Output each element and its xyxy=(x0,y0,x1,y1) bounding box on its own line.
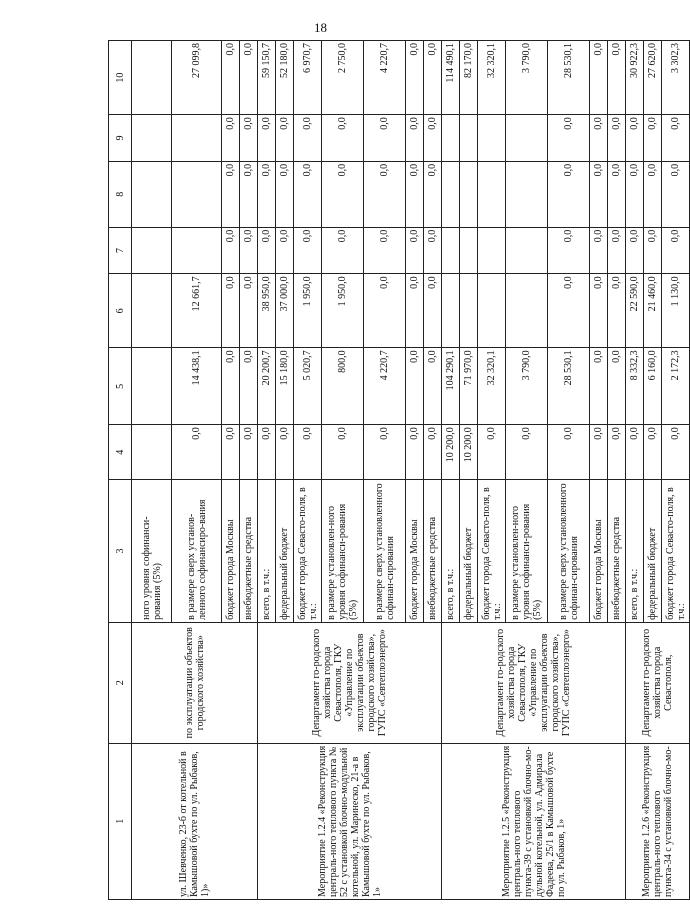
value-cell: 0,0 xyxy=(406,348,424,425)
value-cell: 0,0 xyxy=(590,348,608,425)
value-cell: 0,0 xyxy=(294,227,322,274)
value-cell: 0,0 xyxy=(258,115,276,162)
value-cell: 0,0 xyxy=(258,425,276,480)
value-cell: 0,0 xyxy=(608,115,626,162)
value-cell: 0,0 xyxy=(222,425,240,480)
executor-cell: Департамент го-родского хозяйства города Севастополя, ГКУ «Управление по эксплуатации объектов городского хозяйства», ГУПС «Севтеплоэнерго» xyxy=(258,622,442,743)
column-header: 7 xyxy=(109,227,132,274)
value-cell: 6 160,0 xyxy=(644,348,662,425)
table-body xyxy=(132,41,690,900)
value-cell xyxy=(478,161,506,227)
column-header: 6 xyxy=(109,274,132,348)
table-row xyxy=(442,41,460,900)
value-cell: 32 320,1 xyxy=(478,348,506,425)
value-cell: 0,0 xyxy=(608,41,626,115)
funding-source-cell: внебюджетные средства xyxy=(608,480,626,623)
funding-source-cell: в размере сверх установленного софинан-сирования xyxy=(364,480,406,623)
event-cell: Мероприятие 1.2.4 «Реконструкция централь-ного теплового пункта № 52 с установкой блочно-модульной котельной, ул. Маринеско, 21-а в Камышовой бухте по ул. Рыбаков, 1» xyxy=(258,743,442,899)
funding-source-cell: всего, в т.ч.: xyxy=(442,480,460,623)
value-cell: 1 950,0 xyxy=(322,274,364,348)
funding-source-cell: внебюджетные средства xyxy=(424,480,442,623)
value-cell xyxy=(132,348,172,425)
value-cell xyxy=(478,115,506,162)
value-cell: 30 922,3 xyxy=(626,41,644,115)
value-cell: 0,0 xyxy=(222,41,240,115)
value-cell: 0,0 xyxy=(662,425,690,480)
column-header: 1 xyxy=(109,743,132,899)
funding-source-cell: бюджет города Севасто-поля, в т.ч.: xyxy=(294,480,322,623)
value-cell: 0,0 xyxy=(626,227,644,274)
value-cell: 0,0 xyxy=(662,115,690,162)
value-cell: 59 150,7 xyxy=(258,41,276,115)
value-cell xyxy=(132,274,172,348)
value-cell: 0,0 xyxy=(548,227,590,274)
value-cell xyxy=(506,274,548,348)
value-cell: 0,0 xyxy=(322,161,364,227)
funding-source-cell: всего, в т.ч.: xyxy=(626,480,644,623)
column-header: 4 xyxy=(109,425,132,480)
value-cell: 0,0 xyxy=(626,425,644,480)
value-cell: 0,0 xyxy=(506,425,548,480)
value-cell: 0,0 xyxy=(240,115,258,162)
value-cell: 0,0 xyxy=(294,161,322,227)
value-cell: 0,0 xyxy=(608,274,626,348)
table-row xyxy=(258,41,276,900)
event-cell: Мероприятие 1.2.6 «Реконструкция централь-ного теплового пункта-34 с установкой блочно-мо- xyxy=(626,743,690,899)
value-cell: 0,0 xyxy=(548,274,590,348)
value-cell: 27 620,0 xyxy=(644,41,662,115)
column-header: 3 xyxy=(109,480,132,623)
value-cell xyxy=(172,115,222,162)
value-cell: 0,0 xyxy=(590,227,608,274)
funding-source-cell: федеральный бюджет xyxy=(276,480,294,623)
executor-cell: по эксплуатации объектов городского хозяйства» xyxy=(132,622,258,743)
value-cell: 2 750,0 xyxy=(322,41,364,115)
event-cell: Мероприятие 1.2.5 «Реконструкция централь-ного теплового пункта-39 с установкой блочно-мо-дульной котельной, ул. Адмирала Фадеева, 25/1 в Камышовой бухте по ул. Рыбаков, 1» xyxy=(442,743,626,899)
column-header: 2 xyxy=(109,622,132,743)
value-cell: 0,0 xyxy=(424,227,442,274)
funding-source-cell: в размере сверх установленного софинан-сирования xyxy=(548,480,590,623)
value-cell: 0,0 xyxy=(590,115,608,162)
funding-source-cell: бюджет города Москвы xyxy=(590,480,608,623)
funding-source-cell: в размере установлен-ного уровня софинанси-рования (5%) xyxy=(322,480,364,623)
executor-cell: Департамент го-родского хозяйства города Севастополя, xyxy=(626,622,690,743)
value-cell xyxy=(478,227,506,274)
value-cell: 0,0 xyxy=(424,115,442,162)
value-cell: 0,0 xyxy=(172,425,222,480)
value-cell: 0,0 xyxy=(240,425,258,480)
value-cell xyxy=(478,274,506,348)
value-cell: 0,0 xyxy=(222,161,240,227)
value-cell: 1 130,0 xyxy=(662,274,690,348)
value-cell: 28 530,1 xyxy=(548,348,590,425)
value-cell: 0,0 xyxy=(662,161,690,227)
value-cell: 0,0 xyxy=(406,274,424,348)
value-cell: 0,0 xyxy=(424,41,442,115)
value-cell: 104 290,1 xyxy=(442,348,460,425)
value-cell: 0,0 xyxy=(590,161,608,227)
value-cell: 0,0 xyxy=(608,425,626,480)
value-cell: 0,0 xyxy=(364,227,406,274)
value-cell: 12 661,7 xyxy=(172,274,222,348)
value-cell: 0,0 xyxy=(294,115,322,162)
value-cell: 0,0 xyxy=(240,227,258,274)
value-cell: 0,0 xyxy=(276,425,294,480)
value-cell: 0,0 xyxy=(240,161,258,227)
value-cell: 0,0 xyxy=(590,274,608,348)
value-cell xyxy=(506,161,548,227)
value-cell: 0,0 xyxy=(608,348,626,425)
value-cell xyxy=(460,227,478,274)
value-cell: 0,0 xyxy=(590,425,608,480)
value-cell xyxy=(506,115,548,162)
value-cell: 21 460,0 xyxy=(644,274,662,348)
column-header: 10 xyxy=(109,41,132,115)
value-cell: 14 438,1 xyxy=(172,348,222,425)
rotated-page-area xyxy=(108,40,687,900)
value-cell xyxy=(132,161,172,227)
value-cell: 0,0 xyxy=(322,115,364,162)
value-cell xyxy=(172,161,222,227)
table-row xyxy=(626,41,644,900)
value-cell: 3 790,0 xyxy=(506,41,548,115)
value-cell: 0,0 xyxy=(406,115,424,162)
value-cell: 0,0 xyxy=(608,227,626,274)
value-cell: 0,0 xyxy=(322,227,364,274)
value-cell: 0,0 xyxy=(276,161,294,227)
value-cell: 27 099,8 xyxy=(172,41,222,115)
value-cell: 0,0 xyxy=(644,161,662,227)
funding-source-cell: бюджет города Москвы xyxy=(222,480,240,623)
value-cell: 800,0 xyxy=(322,348,364,425)
value-cell: 0,0 xyxy=(548,115,590,162)
value-cell: 2 172,3 xyxy=(662,348,690,425)
value-cell: 0,0 xyxy=(222,115,240,162)
value-cell: 4 220,7 xyxy=(364,348,406,425)
value-cell xyxy=(172,227,222,274)
value-cell: 52 180,0 xyxy=(276,41,294,115)
value-cell: 0,0 xyxy=(258,161,276,227)
value-cell: 0,0 xyxy=(644,425,662,480)
funding-source-cell: внебюджетные средства xyxy=(240,480,258,623)
value-cell: 0,0 xyxy=(424,348,442,425)
value-cell: 0,0 xyxy=(258,227,276,274)
funding-source-cell: бюджет города Севасто-поля, в т.ч.: xyxy=(478,480,506,623)
value-cell xyxy=(442,274,460,348)
value-cell: 0,0 xyxy=(240,41,258,115)
funding-source-cell: федеральный бюджет xyxy=(460,480,478,623)
value-cell: 37 000,0 xyxy=(276,274,294,348)
value-cell xyxy=(132,41,172,115)
value-cell: 22 590,0 xyxy=(626,274,644,348)
value-cell: 0,0 xyxy=(626,161,644,227)
value-cell: 0,0 xyxy=(294,425,322,480)
value-cell: 0,0 xyxy=(222,348,240,425)
header-row xyxy=(109,41,132,900)
funding-source-cell: бюджет города Севасто-поля, в т.ч.: xyxy=(662,480,690,623)
value-cell: 0,0 xyxy=(322,425,364,480)
value-cell xyxy=(460,161,478,227)
funding-source-cell: бюджет города Москвы xyxy=(406,480,424,623)
value-cell: 0,0 xyxy=(548,425,590,480)
value-cell: 0,0 xyxy=(424,161,442,227)
value-cell: 0,0 xyxy=(548,161,590,227)
value-cell: 3 302,3 xyxy=(662,41,690,115)
value-cell: 0,0 xyxy=(364,161,406,227)
value-cell: 0,0 xyxy=(608,161,626,227)
value-cell xyxy=(132,115,172,162)
value-cell: 4 220,7 xyxy=(364,41,406,115)
value-cell: 0,0 xyxy=(364,274,406,348)
value-cell: 82 170,0 xyxy=(460,41,478,115)
value-cell xyxy=(442,115,460,162)
value-cell xyxy=(506,227,548,274)
funding-source-cell: федеральный бюджет xyxy=(644,480,662,623)
value-cell: 0,0 xyxy=(406,161,424,227)
value-cell: 0,0 xyxy=(276,227,294,274)
value-cell: 114 490,1 xyxy=(442,41,460,115)
value-cell: 0,0 xyxy=(276,115,294,162)
value-cell xyxy=(442,227,460,274)
page-number: 18 xyxy=(314,20,327,35)
table-row xyxy=(132,41,172,900)
funding-source-cell: в размере установлен-ного уровня софинанси-рования (5%) xyxy=(506,480,548,623)
value-cell: 8 332,3 xyxy=(626,348,644,425)
value-cell: 10 200,0 xyxy=(442,425,460,480)
value-cell: 0,0 xyxy=(626,115,644,162)
column-header: 8 xyxy=(109,161,132,227)
table-header xyxy=(109,41,132,900)
value-cell: 0,0 xyxy=(424,274,442,348)
value-cell: 0,0 xyxy=(240,274,258,348)
value-cell: 0,0 xyxy=(644,115,662,162)
value-cell: 3 790,0 xyxy=(506,348,548,425)
rotated-table-container xyxy=(108,40,687,900)
column-header: 9 xyxy=(109,115,132,162)
funding-source-cell: в размере сверх установ-ленного софинансиро-вания xyxy=(172,480,222,623)
value-cell: 20 200,7 xyxy=(258,348,276,425)
value-cell xyxy=(442,161,460,227)
value-cell: 0,0 xyxy=(406,41,424,115)
funding-source-cell: ного уровня софинанси-рования (5%) xyxy=(132,480,172,623)
value-cell: 32 320,1 xyxy=(478,41,506,115)
value-cell xyxy=(460,274,478,348)
value-cell: 0,0 xyxy=(222,227,240,274)
value-cell: 0,0 xyxy=(644,227,662,274)
value-cell: 0,0 xyxy=(406,227,424,274)
value-cell: 0,0 xyxy=(590,41,608,115)
executor-cell: Департамент го-родского хозяйства города Севастополя, ГКУ «Управление по эксплуатации объектов городского хозяйства», ГУПС «Севтеплоэнерго» xyxy=(442,622,626,743)
value-cell: 1 950,0 xyxy=(294,274,322,348)
funding-table xyxy=(108,40,690,900)
event-cell: ул. Шевченко, 23-б от котельной в Камышовой бухте по ул. Рыбаков, 1)» xyxy=(132,743,258,899)
value-cell xyxy=(132,425,172,480)
value-cell: 38 950,0 xyxy=(258,274,276,348)
value-cell: 0,0 xyxy=(424,425,442,480)
value-cell: 0,0 xyxy=(364,115,406,162)
value-cell: 71 970,0 xyxy=(460,348,478,425)
value-cell: 0,0 xyxy=(222,274,240,348)
value-cell xyxy=(132,227,172,274)
value-cell: 0,0 xyxy=(364,425,406,480)
column-header: 5 xyxy=(109,348,132,425)
value-cell: 5 020,7 xyxy=(294,348,322,425)
value-cell: 28 530,1 xyxy=(548,41,590,115)
funding-source-cell: всего, в т.ч.: xyxy=(258,480,276,623)
value-cell: 0,0 xyxy=(662,227,690,274)
value-cell: 0,0 xyxy=(478,425,506,480)
value-cell: 6 970,7 xyxy=(294,41,322,115)
value-cell xyxy=(460,115,478,162)
value-cell: 15 180,0 xyxy=(276,348,294,425)
value-cell: 10 200,0 xyxy=(460,425,478,480)
value-cell: 0,0 xyxy=(240,348,258,425)
value-cell: 0,0 xyxy=(406,425,424,480)
